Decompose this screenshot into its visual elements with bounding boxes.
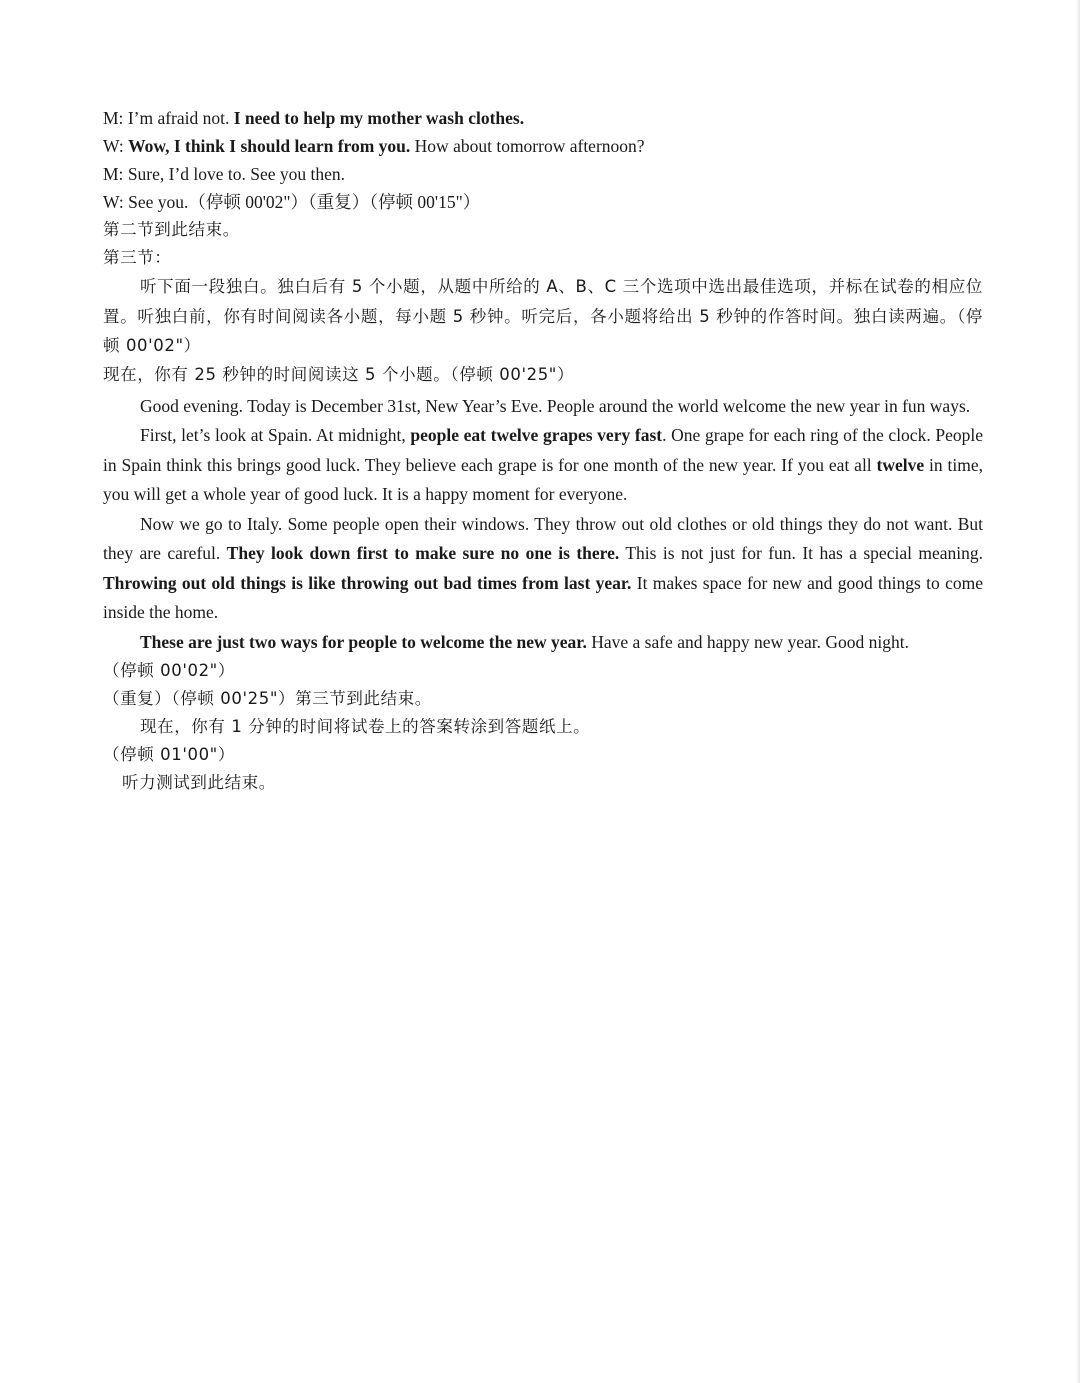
key-phrase: Throwing out old things is like throwing out bad times from last year.	[103, 572, 632, 593]
section2-end: 第二节到此结束。	[103, 220, 240, 239]
dialogue-line-4	[103, 188, 983, 216]
dialogue-line-3	[103, 160, 983, 188]
dialogue-line-2	[103, 132, 983, 160]
monologue-paragraph-1: Good evening. Today is December 31st, New Year’s Eve. People around the world welcome the new year in fun ways.	[140, 395, 971, 416]
monologue-paragraph-2: First, let’s look at Spain. At midnight, people eat twelve grapes very fast. One grape for each ring of the clock. People in Spain think this brings good luck. They believe each grape is for one month of the new year. If you eat all twelve in time, you will get a whole year of good luck. It is a happy moment for everyone.	[103, 425, 983, 504]
dialogue-text: How about tomorrow afternoon?	[410, 136, 645, 156]
test-end-note: 听力测试到此结束。	[122, 773, 276, 792]
speaker-label: W:	[103, 192, 124, 212]
monologue-paragraph-3: Now we go to Italy. Some people open their windows. They throw out old clothes or old things they do not want. But they are careful. They look down first to make sure no one is there. This is not just for fun. It has a special meaning. Throwing out old things is like throwing out bad times from last year. It makes space for new and good things to come inside the home.	[103, 513, 983, 622]
key-phrase: They look down first to make sure no one is there.	[226, 543, 620, 563]
dialogue-line-1	[103, 104, 983, 132]
answer-transfer-note: 现在，你有 1 分钟的时间将试卷上的答案转涂到答题纸上。	[140, 717, 591, 736]
speaker-label: M:	[103, 164, 124, 184]
speaker-label: W:	[103, 136, 124, 156]
speaker-label: M:	[103, 108, 124, 128]
page-edge-shadow	[1076, 0, 1080, 1383]
key-phrase: twelve	[876, 454, 925, 475]
monologue-paragraph-4: These are just two ways for people to welcome the new year. Have a safe and happy new year. Good night.	[140, 631, 910, 652]
dialogue-text: Sure, I’d love to. See you then.	[123, 164, 346, 184]
pause-note-2: （停顿 01'00"）	[103, 745, 235, 764]
key-phrase: people eat twelve grapes very fast	[410, 425, 663, 445]
section3-instructions: 听下面一段独白。独白后有 5 个小题，从题中所给的 A、B、C 三个选项中选出最佳选项，并标在试卷的相应位置。听独白前，你有时间阅读各小题，每小题 5 秒钟。听完后，各小题将给出 5 秒钟的作答时间。独白读两遍。（停顿 00'02"）	[103, 277, 983, 355]
dialogue-text: See you.（停顿 00'02"）（重复）（停顿 00'15"）	[123, 192, 481, 212]
dialogue-bold-text: I need to help my mother wash clothes.	[233, 108, 525, 128]
pause-note-1: （停顿 00'02"）	[103, 661, 235, 680]
repeat-note: （重复）（停顿 00'25"）第三节到此结束。	[103, 689, 432, 708]
key-phrase: These are just two ways for people to welcome the new year.	[140, 631, 587, 652]
transcript-text	[103, 104, 983, 797]
reading-time-note: 现在，你有 25 秒钟的时间阅读这 5 个小题。（停顿 00'25"）	[103, 364, 575, 384]
dialogue-bold-text: Wow, I think I should learn from you.	[128, 136, 411, 156]
dialogue-text: I’m afraid not.	[123, 108, 234, 128]
section3-heading: 第三节：	[103, 248, 172, 267]
